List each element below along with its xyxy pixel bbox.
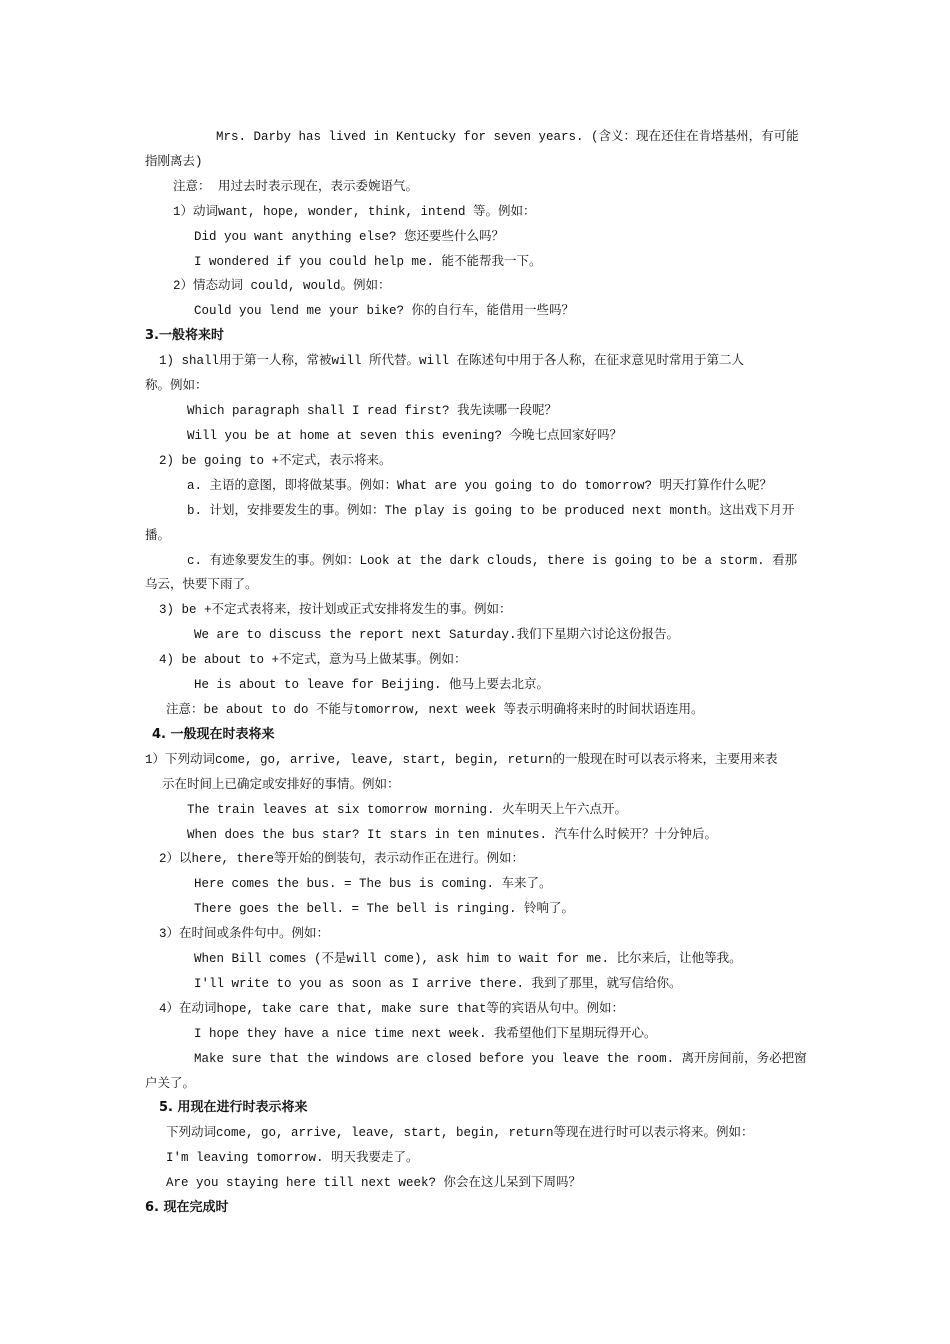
text-line: 称。例如： <box>145 379 208 393</box>
example-line: When does the bus star? It stars in ten minutes. 汽车什么时候开？十分钟后。 <box>187 828 718 842</box>
text-line: 户关了。 <box>145 1077 196 1091</box>
text-line: Mrs. Darby has lived in Kentucky for seven years. (含义：现在还住在肯塔基州，有可能 <box>216 130 799 144</box>
list-item: 3) be +不定式表将来，按计划或正式安排将发生的事。例如： <box>159 603 512 617</box>
note-line: 注意： 用过去时表示现在，表示委婉语气。 <box>173 180 419 194</box>
example-line: Will you be at home at seven this evening? 今晚七点回家好吗？ <box>187 429 623 443</box>
list-item: 2) be going to +不定式，表示将来。 <box>159 454 392 468</box>
example-line: Which paragraph shall I read first? 我先读哪一段呢？ <box>187 404 558 418</box>
example-line: Here comes the bus. = The bus is coming. 车来了。 <box>194 877 552 891</box>
list-item: 3）在时间或条件句中。例如： <box>159 927 330 941</box>
text-line: 示在时间上已确定或安排好的事情。例如： <box>162 778 400 792</box>
example-line: He is about to leave for Beijing. 他马上要去北京。 <box>194 678 550 692</box>
text-line: 下列动词come, go, arrive, leave, start, begin, return等现在进行时可以表示将来。例如： <box>166 1126 754 1140</box>
list-item: 1) shall用于第一人称，常被will 所代替。will 在陈述句中用于各人称，在征求意见时常用于第二人 <box>159 354 745 368</box>
example-line: We are to discuss the report next Saturday.我们下星期六讨论这份报告。 <box>194 628 680 642</box>
example-line: Are you staying here till next week? 你会在这儿呆到下周吗？ <box>166 1176 582 1190</box>
sub-item: a. 主语的意图，即将做某事。例如：What are you going to do tomorrow? 明天打算作什么呢？ <box>187 479 773 493</box>
text-line: 乌云，快要下雨了。 <box>145 578 258 592</box>
list-item: 4) be about to +不定式，意为马上做某事。例如： <box>159 653 467 667</box>
note-line: 注意：be about to do 不能与tomorrow, next week 等表示明确将来时的时间状语连用。 <box>166 703 704 717</box>
list-item: 1）下列动词come, go, arrive, leave, start, begin, return的一般现在时可以表示将来，主要用来表 <box>145 753 778 767</box>
sub-item: b. 计划，安排要发生的事。例如：The play is going to be produced next month。这出戏下月开 <box>187 504 795 518</box>
example-line: I wondered if you could help me. 能不能帮我一下。 <box>194 255 542 269</box>
example-line: There goes the bell. = The bell is ringing. 铃响了。 <box>194 902 575 916</box>
list-item: 2）情态动词 could, would。例如： <box>173 279 391 293</box>
list-item: 4）在动词hope, take care that, make sure that等的宾语从句中。例如： <box>159 1002 625 1016</box>
section-heading: 3.一般将来时 <box>145 328 224 343</box>
section-heading: 4. 一般现在时表将来 <box>152 727 275 742</box>
sub-item: c. 有迹象要发生的事。例如：Look at the dark clouds, there is going to be a storm. 看那 <box>187 554 798 568</box>
list-item: 2）以here, there等开始的倒装句，表示动作正在进行。例如： <box>159 852 525 866</box>
example-line: I'm leaving tomorrow. 明天我要走了。 <box>166 1151 419 1165</box>
section-heading: 6. 现在完成时 <box>145 1200 229 1215</box>
example-line: Could you lend me your bike? 你的自行车，能借用一些吗？ <box>194 304 575 318</box>
text-line: 指刚离去) <box>145 155 203 169</box>
example-line: Make sure that the windows are closed before you leave the room. 离开房间前，务必把窗 <box>194 1052 807 1066</box>
example-line: The train leaves at six tomorrow morning. 火车明天上午六点开。 <box>187 803 628 817</box>
example-line: I'll write to you as soon as I arrive there. 我到了那里，就写信给你。 <box>194 977 682 991</box>
example-line: Did you want anything else? 您还要些什么吗？ <box>194 230 505 244</box>
example-line: I hope they have a nice time next week. 我希望他们下星期玩得开心。 <box>194 1027 657 1041</box>
example-line: When Bill comes (不是will come), ask him to wait for me. 比尔来后，让他等我。 <box>194 952 742 966</box>
section-heading: 5. 用现在进行时表示将来 <box>159 1100 308 1115</box>
list-item: 1）动词want, hope, wonder, think, intend 等。例如： <box>173 205 536 219</box>
text-line: 播。 <box>145 529 171 543</box>
